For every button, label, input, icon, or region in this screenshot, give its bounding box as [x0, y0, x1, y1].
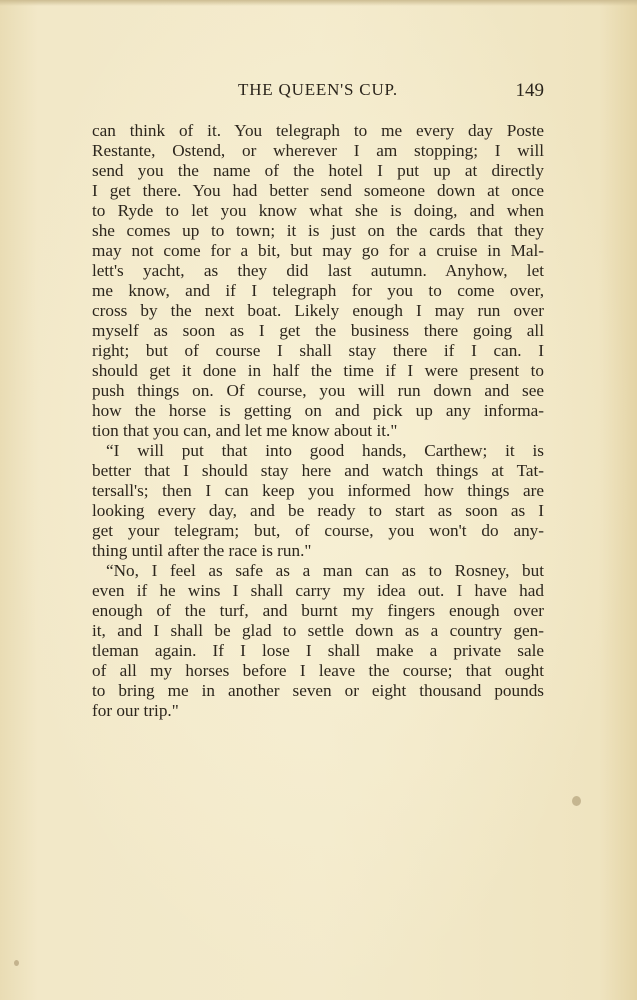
text-line: tersall's; then I can keep you informed how things are: [92, 481, 544, 500]
text-line: better that I should stay here and watch things at Tat-: [92, 461, 544, 480]
text-line: me know, and if I telegraph for you to come over,: [92, 281, 544, 300]
text-line: Restante, Ostend, or wherever I am stopping; I will: [92, 141, 544, 160]
text-line: cross by the next boat. Likely enough I may run over: [92, 301, 544, 320]
text-line: to Ryde to let you know what she is doing, and when: [92, 201, 544, 220]
paragraph-start-line: “No, I feel as safe as a man can as to Rosney, but: [106, 561, 544, 580]
text-line: looking every day, and be ready to start as soon as I: [92, 501, 544, 520]
text-line: may not come for a bit, but may go for a cruise in Mal-: [92, 241, 544, 260]
text-line: myself as soon as I get the business there going all: [92, 321, 544, 340]
paper-spot: [572, 796, 581, 806]
text-line: push things on. Of course, you will run down and see: [92, 381, 544, 400]
text-line: I get there. You had better send someone down at once: [92, 181, 544, 200]
page-top-edge: [0, 0, 637, 6]
paragraph-end-line: for our trip.": [92, 701, 179, 720]
text-line: even if he wins I shall carry my idea out. I have had: [92, 581, 544, 600]
text-line: lett's yacht, as they did last autumn. Anyhow, let: [92, 261, 544, 280]
body-text: [92, 121, 544, 721]
text-line: how the horse is getting on and pick up any informa-: [92, 401, 544, 420]
text-line: enough of the turf, and burnt my fingers enough over: [92, 601, 544, 620]
text-line: right; but of course I shall stay there if I can. I: [92, 341, 544, 360]
text-line: can think of it. You telegraph to me every day Poste: [92, 121, 544, 140]
page-number: 149: [515, 80, 544, 101]
text-line: should get it done in half the time if I were present to: [92, 361, 544, 380]
text-line: she comes up to town; it is just on the cards that they: [92, 221, 544, 240]
text-line: it, and I shall be glad to settle down as a country gen-: [92, 621, 544, 640]
running-head: [92, 78, 544, 104]
paragraph-end-line: thing until after the race is run.": [92, 541, 312, 560]
text-line: tleman again. If I lose I shall make a private sale: [92, 641, 544, 660]
text-line: get your telegram; but, of course, you won't do any-: [92, 521, 544, 540]
paragraph-end-line: tion that you can, and let me know about it.": [92, 421, 398, 440]
text-line: of all my horses before I leave the course; that ought: [92, 661, 544, 680]
paragraph-start-line: “I will put that into good hands, Carthew; it is: [106, 441, 544, 460]
paper-spot: [14, 960, 19, 966]
text-line: send you the name of the hotel I put up at directly: [92, 161, 544, 180]
running-title: THE QUEEN'S CUP.: [238, 80, 398, 99]
text-line: to bring me in another seven or eight thousand pounds: [92, 681, 544, 700]
